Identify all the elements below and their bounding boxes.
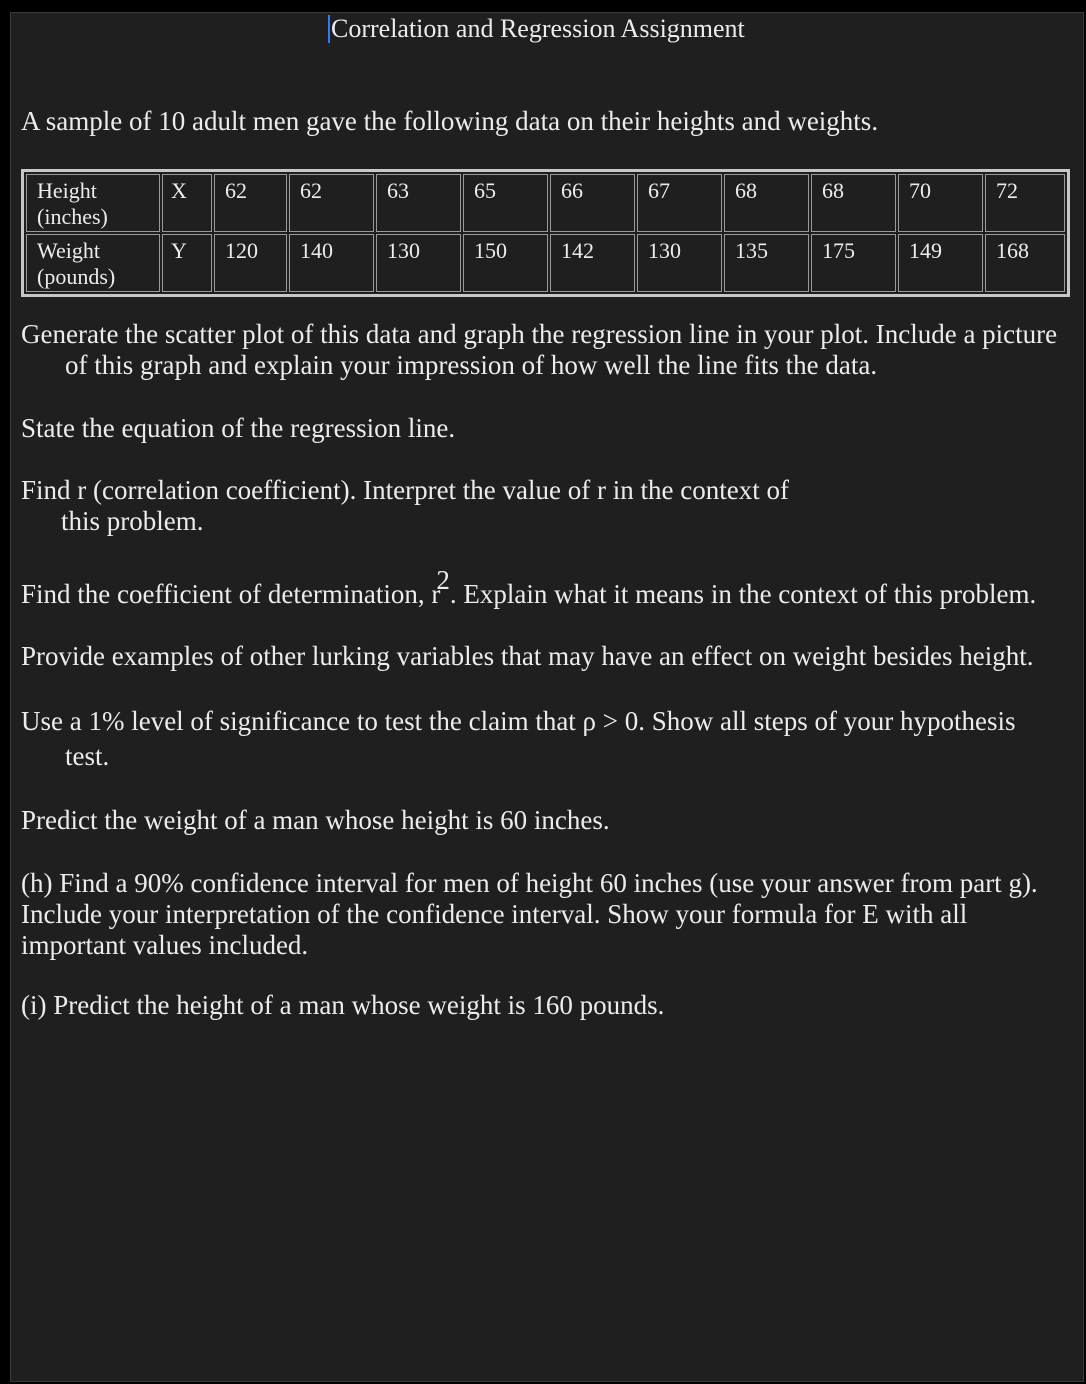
table-row-height — [26, 174, 1065, 232]
intro-text: A sample of 10 adult men gave the following data on their heights and weights. — [21, 106, 879, 136]
document-page — [10, 12, 1084, 1382]
variable-x: X — [162, 174, 212, 232]
table-cell: 62 — [214, 174, 287, 232]
table-cell: 72 — [985, 174, 1065, 232]
table-cell: 135 — [724, 234, 809, 292]
question-predict-height: (i) Predict the height of a man whose weight is 160 pounds. — [21, 990, 665, 1020]
row-label-height: Height (inches) — [26, 174, 160, 232]
question-hypothesis-test: Use a 1% level of significance to test the claim that ρ > 0. Show all steps of your hypothesis test. — [21, 706, 1016, 771]
table-cell: 142 — [550, 234, 635, 292]
table-cell: 68 — [811, 174, 896, 232]
table-cell: 66 — [550, 174, 635, 232]
question-regression-equation: State the equation of the regression line. — [21, 413, 456, 443]
row-label-weight: Weight (pounds) — [26, 234, 160, 292]
data-table — [21, 169, 1070, 297]
table-cell: 149 — [898, 234, 983, 292]
table-cell: 168 — [985, 234, 1065, 292]
table-cell: 140 — [289, 234, 374, 292]
table-cell: 175 — [811, 234, 896, 292]
table-cell: 67 — [637, 174, 722, 232]
table-cell: 130 — [637, 234, 722, 292]
table-cell: 65 — [463, 174, 548, 232]
text-cursor — [328, 15, 330, 43]
table-cell: 68 — [724, 174, 809, 232]
page-title: Correlation and Regression Assignment — [331, 14, 745, 43]
table-cell: 120 — [214, 234, 287, 292]
question-predict-weight: Predict the weight of a man whose height is 60 inches. — [21, 805, 610, 835]
variable-y: Y — [162, 234, 212, 292]
table-cell: 70 — [898, 174, 983, 232]
table-cell: 150 — [463, 234, 548, 292]
question-lurking-variables: Provide examples of other lurking variables that may have an effect on weight besides height. — [21, 641, 1034, 671]
table-cell: 130 — [376, 234, 461, 292]
table-cell: 63 — [376, 174, 461, 232]
table-cell: 62 — [289, 174, 374, 232]
question-determination: Find the coefficient of determination, r2. Explain what it means in the context of this problem. — [21, 565, 1037, 609]
question-scatter-plot: Generate the scatter plot of this data and graph the regression line in your plot. Include a picture of this graph and explain your impression of how well the line fits the data. — [21, 319, 1058, 380]
question-confidence-interval: (h) Find a 90% confidence interval for men of height 60 inches (use your answer from part g). Include your interpretation of the confidence interval. Show your formula for E with all important values included. — [21, 868, 1038, 960]
table-row-weight — [26, 234, 1065, 292]
question-correlation-r: Find r (correlation coefficient). Interpret the value of r in the context of this problem. — [21, 475, 789, 536]
